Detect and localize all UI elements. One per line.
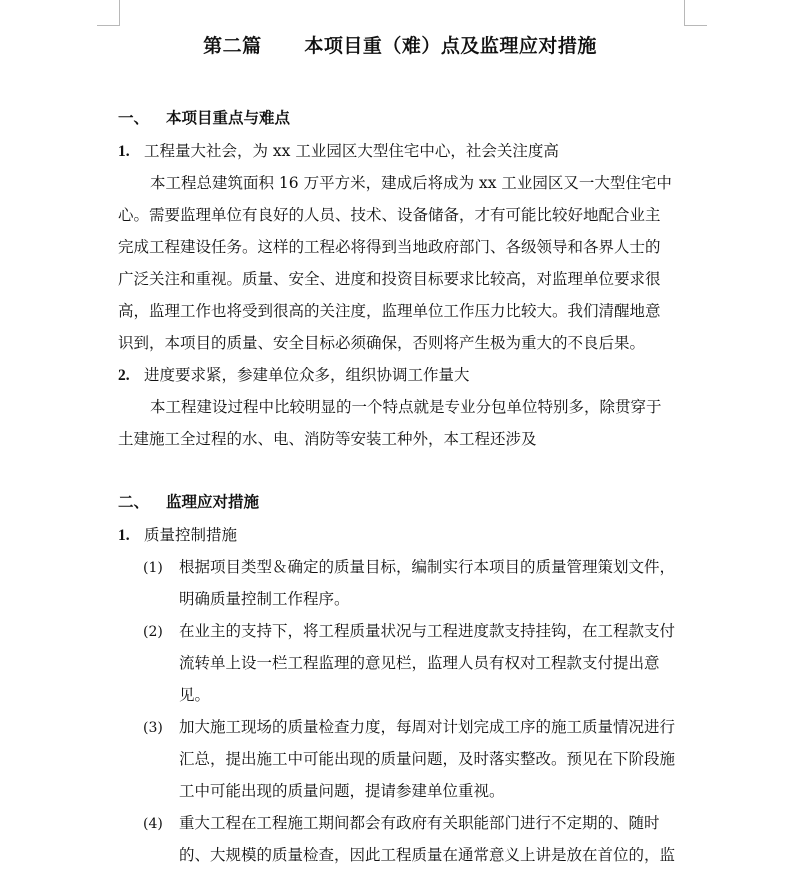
list-item-number: (3) [143,720,163,736]
list-item-continuation: 流转单上设一栏工程监理的意见栏，监理人员有权对工程款支付提出意 [179,654,660,672]
crop-mark-right-vertical [684,0,685,26]
section-2-title: 监理应对措施 [166,493,260,511]
crop-mark-left-vertical [119,0,120,26]
list-item-text: 在业主的支持下，将工程质量状况与工程进度款支持挂钩，在工程款支付 [179,622,676,640]
subsection-1-2-heading [118,363,688,388]
section-1-heading [118,106,688,130]
list-item-text: 加大施工现场的质量检查力度，每周对计划完成工序的施工质量情况进行 [179,718,676,736]
paragraph-line: 广泛关注和重视。质量、安全、进度和投资目标要求比较高，对监理单位要求很 [118,270,661,288]
section-2-heading [118,490,688,514]
list-item [143,715,693,740]
list-item-continuation: 工中可能出现的质量问题，提请参建单位重视。 [179,782,505,800]
section-2-number: 二、 [118,493,150,511]
list-item-number: (4) [143,816,163,832]
subsection-2-1-title: 质量控制措施 [144,526,238,544]
paragraph-line: 本工程建设过程中比较明显的一个特点就是专业分包单位特别多，除贯穿于 [150,398,662,416]
list-item-number: (2) [143,624,163,640]
list-item-continuation: 汇总，提出施工中可能出现的质量问题，及时落实整改。预见在下阶段施 [179,750,676,768]
list-item-text: 重大工程在工程施工期间都会有政府有关职能部门进行不定期的、随时 [179,814,660,832]
subsection-2-1-heading [118,523,688,548]
list-item [143,555,693,580]
section-1-title: 本项目重点与难点 [166,109,291,127]
paragraph-line: 心。需要监理单位有良好的人员、技术、设备储备，才有可能比较好地配合业主 [118,206,661,224]
subsection-1-1-heading [118,139,688,164]
list-item-number: (1) [143,560,163,576]
paragraph-line: 土建施工全过程的水、电、消防等安装工种外，本工程还涉及 [118,430,537,448]
paragraph-line: 高，监理工作也将受到很高的关注度，监理单位工作压力比较大。我们清醒地意 [118,302,661,320]
document-title: 第二篇 本项目重（难）点及监理应对措施 [203,35,597,57]
crop-mark-right-horizontal [684,25,707,26]
subsection-1-1-number: 1. [118,143,130,160]
list-item [143,811,693,836]
paragraph-line: 识到，本项目的质量、安全目标必须确保，否则将产生极为重大的不良后果。 [118,334,646,352]
list-item [143,619,693,644]
list-item-text: 根据项目类型＆确定的质量目标，编制实行本项目的质量管理策划文件， [179,558,676,576]
subsection-1-2-number: 2. [118,367,130,384]
section-1-number: 一、 [118,109,150,127]
subsection-1-1-title: 工程量大社会，为 xx 工业园区大型住宅中心，社会关注度高 [144,142,559,160]
list-item-continuation: 明确质量控制工作程序。 [179,590,350,608]
crop-mark-left-horizontal [97,25,120,26]
list-item-continuation: 的、大规模的质量检查，因此工程质量在通常意义上讲是放在首位的，监 [179,846,676,864]
subsection-2-1-number: 1. [118,527,130,544]
list-item-continuation: 见。 [179,686,211,704]
paragraph-line: 本工程总建筑面积 16 万平方米，建成后将成为 xx 工业园区又一大型住宅中 [150,174,672,192]
subsection-1-2-title: 进度要求紧，参建单位众多，组织协调工作量大 [144,366,470,384]
paragraph-line: 完成工程建设任务。这样的工程必将得到当地政府部门、各级领导和各界人士的 [118,238,661,256]
